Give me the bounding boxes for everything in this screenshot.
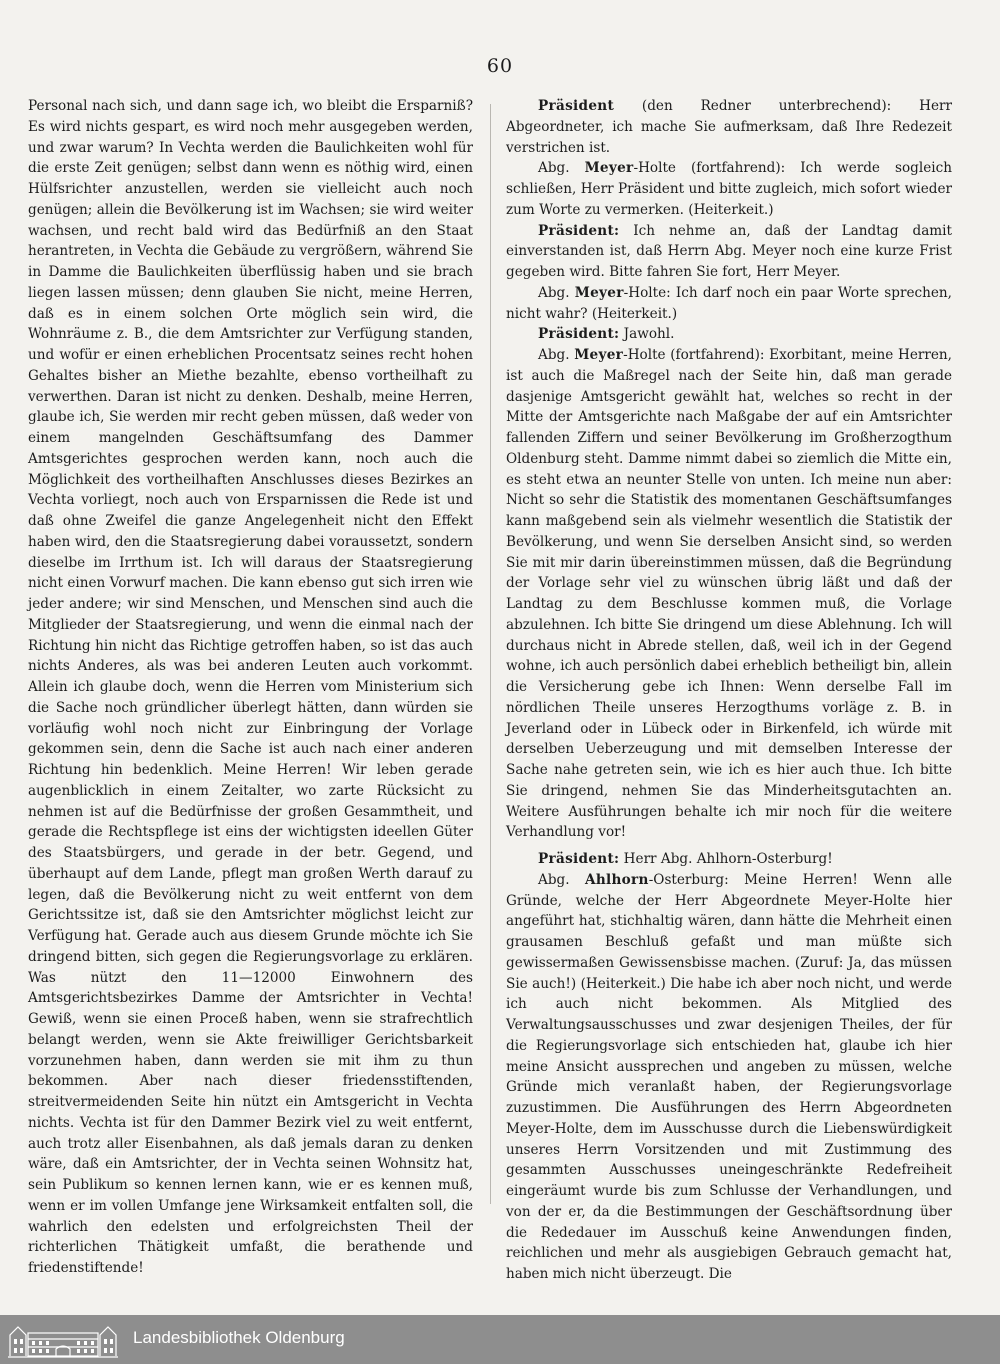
speaker-name: Meyer: [584, 160, 634, 177]
speaker-name: Präsident:: [538, 851, 620, 867]
library-name[interactable]: Landesbibliothek Oldenburg: [133, 1328, 345, 1347]
speech-paragraph: [506, 221, 952, 283]
speaker-name: Präsident: [538, 98, 615, 114]
speech-text: Jawohl.: [619, 326, 675, 343]
speech-paragraph: [506, 96, 952, 158]
speech-paragraph: [506, 158, 952, 220]
right-column: [506, 96, 952, 1285]
speech-paragraph: [506, 283, 952, 325]
speech-text: -Osterburg: Meine Herren! Wenn alle Gründe, welche der Herr Abgeordnete Meyer-Holte hier angeführt hat, stichhaltig wären, dann hätte die Mehrheit einen grausamen Beschluß gefaßt und man müßte sich gewissermaßen Gewissensbisse machen. (Zuruf: Ja, das müssen Sie auch!) (Heiterkeit.) Die habe ich aber noch nicht, und werde ich auch nicht bekommen. Als Mitglied des Verwaltungsausschusses und zwar desjenigen Theiles, der für die Regierungsvorlage sich entschieden hat, glaube ich hier meine Ansicht aussprechen und angeben zu müssen, welche Gründe mich veranlaßt haben, der Regierungsvorlage zuzustimmen. Die Ausführungen des Herrn Abgeordneten Meyer-Holte, dem im Ausschusse durch die Liebenswürdigkeit unseres Herrn Vorsitzenden und mit Zustimmung des gesammten Ausschusses uneingeschränkte Redefreiheit eingeräumt wurde bis zum Schlusse der Verhandlungen, und von der er, da die Bestimmungen der Geschäftsordnung über die Rededauer im Ausschuß keine Anwendungen finden, reichlichen und mehr als ausgiebigen Gebrauch gemacht hat, haben mich nicht überzeugt. Die: [506, 871, 952, 1282]
speech-text: -Holte (fortfahrend): Ich werde sogleich schließen, Herr Präsident und bitte zugleich, mich sofort wieder zum Worte zu vermerken. (Heiterkeit.): [506, 160, 952, 218]
speech-paragraph: [506, 324, 952, 345]
speech-paragraph: [506, 870, 952, 1285]
speech-text: (den Redner unterbrechend): Herr Abgeordneter, ich mache Sie aufmerksam, daß Ihre Redezeit verstrichen ist.: [506, 98, 952, 156]
left-column: [28, 96, 473, 1279]
speaker-name: Ahlhorn: [585, 871, 649, 888]
speaker-name: Meyer: [574, 284, 624, 301]
left-paragraph: [28, 96, 473, 1279]
speaker-name: Meyer: [574, 347, 624, 363]
column-divider: [490, 104, 491, 1204]
speech-prefix: Abg.: [538, 284, 575, 301]
library-footer: [0, 1315, 1000, 1364]
speech-paragraph: [506, 849, 952, 870]
speaker-name: Präsident:: [538, 222, 620, 239]
speech-prefix: Abg.: [538, 347, 575, 363]
speech-text: -Holte (fortfahrend): Exorbitant, meine Herren, ist auch die Maßregel nach der Seite hin, daß man gerade dasjenige Amtsgericht gewählt hat, welches so recht in der Mitte der Amtsgerichte nach Maßgabe der auf ein Amtsrichter fallenden Ziffern und seiner Bevölkerung im Großherzogthum Oldenburg steht. Damme nimmt dabei so ziemlich die Mitte ein, es steht etwa an neunter Stelle von unten. Ich meine nun aber: Nicht so sehr die Statistik des momentanen Geschäftsumfanges kann maßgebend sein als vielmehr wesentlich die Statistik der Bevölkerung, und wenn Sie derselben Ansicht sind, so werden Sie mit mir darin übereinstimmen müssen, daß die Begründung der Vorlage sehr viel zu wünschen übrig läßt und daß der Landtag zu dem Beschlusse kommen muß, die Vorlage abzulehnen. Ich bitte Sie dringend um diese Ablehnung. Ich will durchaus nicht in Abrede stellen, daß, weil ich in der Gegend wohne, ich auch persönlich dabei erheblich betheiligt bin, allein die Versicherung gebe ich Ihnen: Wenn derselbe Fall im nördlichen Theile unseres Herzogthums vorläge z. B. in Jeverland oder in Lübeck oder in Birkenfeld, ich würde mit derselben Ueberzeugung und mit demselben Interesse der Sache nahe getreten sein, wie ich es hier auch thue. Ich bitte Sie dringend, nehmen Sie das Minderheitsgutachten an. Weitere Ausführungen behalte ich mir noch für die weitere Verhandlung vor!: [506, 347, 952, 841]
page-number: 60: [486, 55, 514, 77]
speech-text: Ich nehme an, daß der Landtag damit einverstanden ist, daß Herrn Abg. Meyer noch eine kurze Frist gegeben wird. Bitte fahren Sie fort, Herr Meyer.: [506, 222, 952, 280]
speaker-name: Präsident:: [538, 326, 620, 343]
speech-text: -Holte: Ich darf noch ein paar Worte sprechen, nicht wahr? (Heiterkeit.): [506, 284, 952, 322]
speech-prefix: Abg.: [538, 871, 585, 888]
paragraph-text: Personal nach sich, und dann sage ich, wo bleibt die Ersparniß? Es wird nichts gespart, es wird noch mehr ausgegeben werden, und zwar warum? In Vechta werden die Baulichkeiten wohl für die erste Zeit genügen; selbst dann wenn es nöthig wird, einen Hülfsrichter anzustellen, werden sie vielleicht auch noch genügen; allein die Bevölkerung ist im Wachsen; sie wird weiter wachsen, und recht bald wird das Bedürfniß an den Staat herantreten, in Vechta die Gebäude zu vergrößern, während Sie in Damme die Baulichkeiten überflüssig haben und sie brach liegen lassen müssen; denn glauben Sie nicht, meine Herren, daß es in einem solchen Orte möglich sein wird, die Wohnräume z. B., die dem Amtsrichter zur Verfügung standen, und wofür er einen erheblichen Procentsatz seines recht hohen Gehaltes bisher an Miethe bezahlte, ebenso vortheilhaft zu verwerthen. Daran ist nicht zu denken. Deshalb, meine Herren, glaube ich, Sie werden mir recht geben müssen, daß weder von einem mangelnden Geschäftsumfang des Dammer Amtsgerichtes gesprochen werden kann, noch auch die Möglichkeit des vortheilhaften Anschlusses dieses Bezirkes an Vechta vorliegt, noch auch von Ersparnissen die Rede ist und daß ohne Zweifel die ganze Angelegenheit nicht den Effekt haben wird, den die Staatsregierung dabei voraussetzt, sondern dieselbe im Irrthum ist. Ich will daraus der Staatsregierung nicht einen Vorwurf machen. Die kann ebenso gut sich irren wie jeder andere; wir sind Menschen, und Menschen sind auch die Mitglieder der Staatsregierung, und wenn die einmal nach der Richtung hin nicht das Richtige getroffen haben, so ist das auch nichts Anderes, als was bei anderen Leuten auch vorkommt. Allein ich glaube doch, wenn die Herren vom Ministerium sich die Sache noch gründlicher überlegt hätten, dann würden sie vorläufig wohl noch nicht zur Einbringung der Vorlage gekommen sein, denn die Sache ist auch nach einer anderen Richtung hin bedenklich. Meine Herren! Wir leben gerade augenblicklich in einem Zeitalter, wo zarte Rücksicht zu nehmen ist auf die Bedürfnisse der großen Gesammtheit, und gerade die Rechtspflege ist eins der wichtigsten ideellen Güter des Staatsbürgers, und gerade in der betr. Gegend, und überhaupt auf dem Lande, pflegt man großen Werth darauf zu legen, daß die Bevölkerung nicht zu weit entfernt von dem Gerichtssitze ist, daß sie den Amtsrichter möglichst leicht zur Verfügung hat. Gerade auch aus diesem Grunde möchte ich Sie dringend bitten, sich gegen die Regierungsvorlage zu erklären. Was nützt den 11—12000 Einwohnern des Amtsgerichtsbezirkes Damme der Amtsrichter in Vechta! Gewiß, wenn sie einen Proceß haben, wenn sie strafrechtlich belangt werden, wenn sie Akte freiwilliger Gerichtsbarkeit vorzunehmen haben, dann werden sie mit ihm zu thun bekommen. Aber nach dieser friedensstiftenden, streitvermeidenden Seite hin nützt ein Amtsgericht in Vechta nichts. Vechta ist für den Dammer Bezirk viel zu weit entfernt, auch trotz aller Eisenbahnen, als daß jemals daran zu denken wäre, daß ein Amtsrichter, der in Vechta seinen Wohnsitz hat, sein Publikum so kennen lernen kann, wie er es kennen muß, wenn er im vollen Umfange jene Wirksamkeit entfalten soll, die wahrlich den edelsten und erfolgreichsten Theil der richterlichen Thätigkeit umfaßt, die berathende und friedenstiftende!: [28, 98, 473, 1276]
speech-prefix: Abg.: [538, 160, 585, 177]
library-building-icon: [6, 1319, 120, 1360]
speech-text: Herr Abg. Ahlhorn-Osterburg!: [619, 851, 833, 867]
speech-paragraph: [506, 345, 952, 843]
